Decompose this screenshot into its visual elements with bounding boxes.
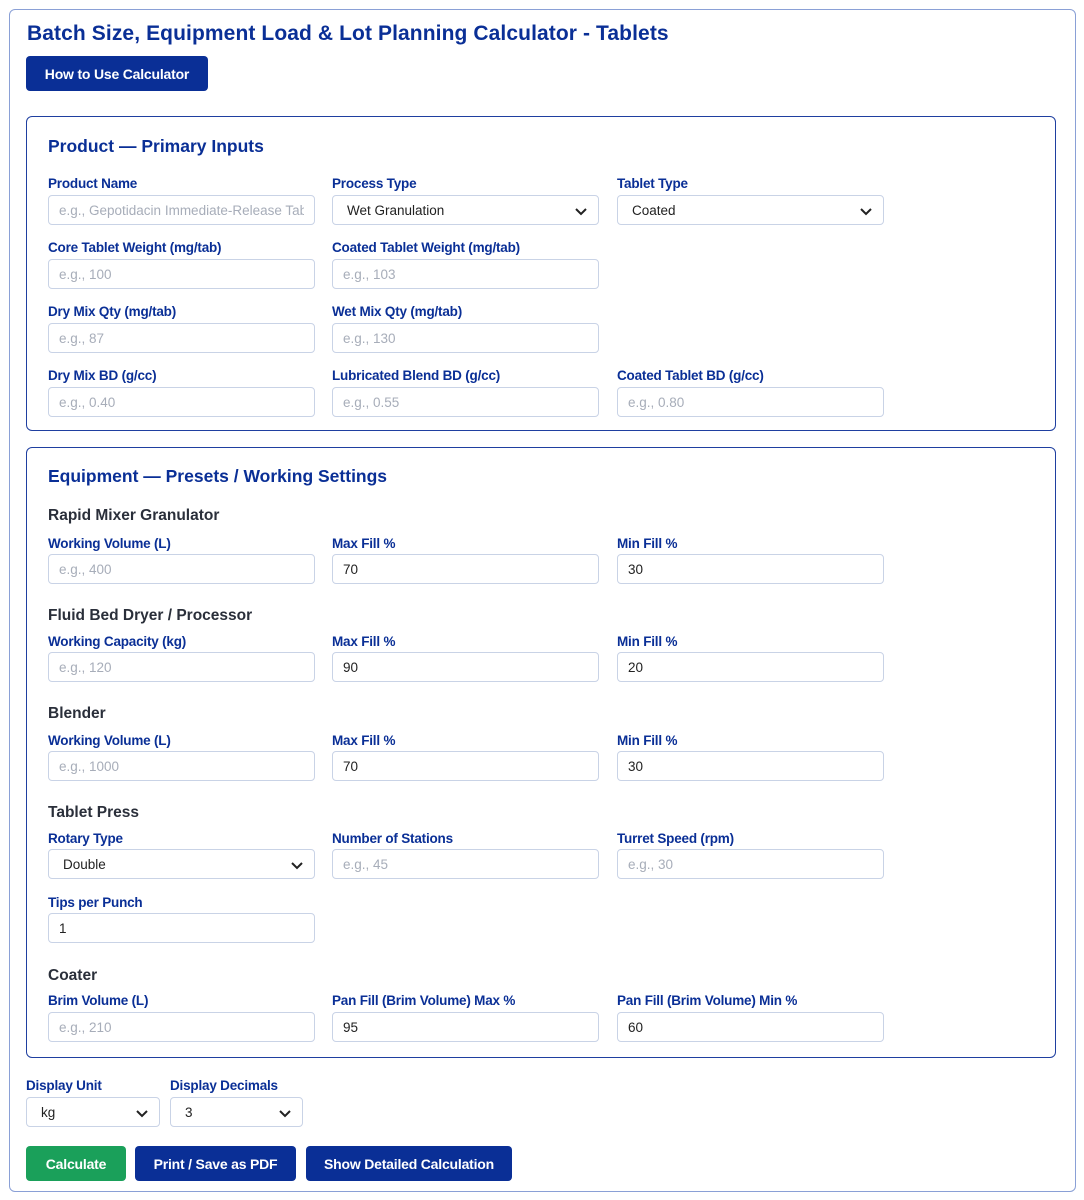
product-card <box>26 116 1056 431</box>
wet-mix-qty-input[interactable] <box>332 323 599 353</box>
fbd-capacity-input[interactable] <box>48 652 315 682</box>
tips-per-punch-label: Tips per Punch <box>48 895 143 910</box>
pan-min-label: Pan Fill (Brim Volume) Min % <box>617 993 798 1008</box>
equipment-card <box>26 447 1056 1058</box>
rmg-min-fill-label: Min Fill % <box>617 536 678 551</box>
rotary-type-value: Double <box>63 856 106 872</box>
tips-per-punch-input[interactable] <box>48 913 315 943</box>
pan-min-input[interactable] <box>617 1012 884 1042</box>
process-type-value: Wet Granulation <box>347 202 445 218</box>
calculate-button[interactable]: Calculate <box>26 1146 126 1181</box>
print-pdf-button[interactable]: Print / Save as PDF <box>135 1146 296 1181</box>
rmg-volume-label: Working Volume (L) <box>48 536 171 551</box>
product-card-title: Product — Primary Inputs <box>48 136 264 156</box>
rmg-max-fill-input[interactable] <box>332 554 599 584</box>
chevron-down-icon <box>290 858 304 872</box>
dry-mix-bd-input[interactable] <box>48 387 315 417</box>
lub-blend-bd-input[interactable] <box>332 387 599 417</box>
tablet-type-label: Tablet Type <box>617 176 688 191</box>
rmg-volume-input[interactable] <box>48 554 315 584</box>
blender-volume-input[interactable] <box>48 751 315 781</box>
pan-max-input[interactable] <box>332 1012 599 1042</box>
page-title: Batch Size, Equipment Load & Lot Planning Calculator - Tablets <box>27 22 669 45</box>
brim-volume-label: Brim Volume (L) <box>48 993 149 1008</box>
dry-mix-qty-label: Dry Mix Qty (mg/tab) <box>48 304 177 319</box>
product-name-label: Product Name <box>48 176 138 191</box>
wet-mix-qty-label: Wet Mix Qty (mg/tab) <box>332 304 463 319</box>
fbd-heading: Fluid Bed Dryer / Processor <box>48 607 253 624</box>
coated-bd-input[interactable] <box>617 387 884 417</box>
press-heading: Tablet Press <box>48 804 140 821</box>
brim-volume-input[interactable] <box>48 1012 315 1042</box>
lub-blend-bd-label: Lubricated Blend BD (g/cc) <box>332 368 501 383</box>
display-unit-label: Display Unit <box>26 1078 102 1093</box>
display-unit-select[interactable] <box>26 1097 160 1127</box>
tablet-type-value: Coated <box>632 202 676 218</box>
product-name-input[interactable] <box>48 195 315 225</box>
display-decimals-value: 3 <box>185 1104 193 1120</box>
fbd-capacity-label: Working Capacity (kg) <box>48 634 187 649</box>
core-weight-input[interactable] <box>48 259 315 289</box>
detailed-calculation-button[interactable]: Show Detailed Calculation <box>306 1146 512 1181</box>
dry-mix-qty-input[interactable] <box>48 323 315 353</box>
process-type-label: Process Type <box>332 176 417 191</box>
process-type-select[interactable] <box>332 195 599 225</box>
fbd-max-fill-input[interactable] <box>332 652 599 682</box>
dry-mix-bd-label: Dry Mix BD (g/cc) <box>48 368 157 383</box>
blender-min-fill-label: Min Fill % <box>617 733 678 748</box>
rmg-max-fill-label: Max Fill % <box>332 536 396 551</box>
blender-volume-label: Working Volume (L) <box>48 733 171 748</box>
turret-speed-label: Turret Speed (rpm) <box>617 831 734 846</box>
display-decimals-select[interactable] <box>170 1097 303 1127</box>
fbd-min-fill-label: Min Fill % <box>617 634 678 649</box>
fbd-min-fill-input[interactable] <box>617 652 884 682</box>
blender-max-fill-input[interactable] <box>332 751 599 781</box>
pan-max-label: Pan Fill (Brim Volume) Max % <box>332 993 516 1008</box>
chevron-down-icon <box>135 1106 149 1120</box>
tablet-type-select[interactable] <box>617 195 884 225</box>
rmg-heading: Rapid Mixer Granulator <box>48 507 220 524</box>
blender-min-fill-input[interactable] <box>617 751 884 781</box>
display-decimals-label: Display Decimals <box>170 1078 278 1093</box>
chevron-down-icon <box>278 1106 292 1120</box>
turret-speed-input[interactable] <box>617 849 884 879</box>
coated-weight-input[interactable] <box>332 259 599 289</box>
fbd-max-fill-label: Max Fill % <box>332 634 396 649</box>
display-unit-value: kg <box>41 1104 56 1120</box>
core-weight-label: Core Tablet Weight (mg/tab) <box>48 240 222 255</box>
rotary-type-label: Rotary Type <box>48 831 123 846</box>
coated-weight-label: Coated Tablet Weight (mg/tab) <box>332 240 520 255</box>
how-to-use-button[interactable]: How to Use Calculator <box>26 56 208 91</box>
blender-heading: Blender <box>48 705 106 722</box>
coated-bd-label: Coated Tablet BD (g/cc) <box>617 368 764 383</box>
blender-max-fill-label: Max Fill % <box>332 733 396 748</box>
coater-heading: Coater <box>48 967 98 984</box>
rotary-type-select[interactable] <box>48 849 315 879</box>
chevron-down-icon <box>574 204 588 218</box>
rmg-min-fill-input[interactable] <box>617 554 884 584</box>
stations-input[interactable] <box>332 849 599 879</box>
chevron-down-icon <box>859 204 873 218</box>
equipment-card-title: Equipment — Presets / Working Settings <box>48 466 388 486</box>
stations-label: Number of Stations <box>332 831 453 846</box>
